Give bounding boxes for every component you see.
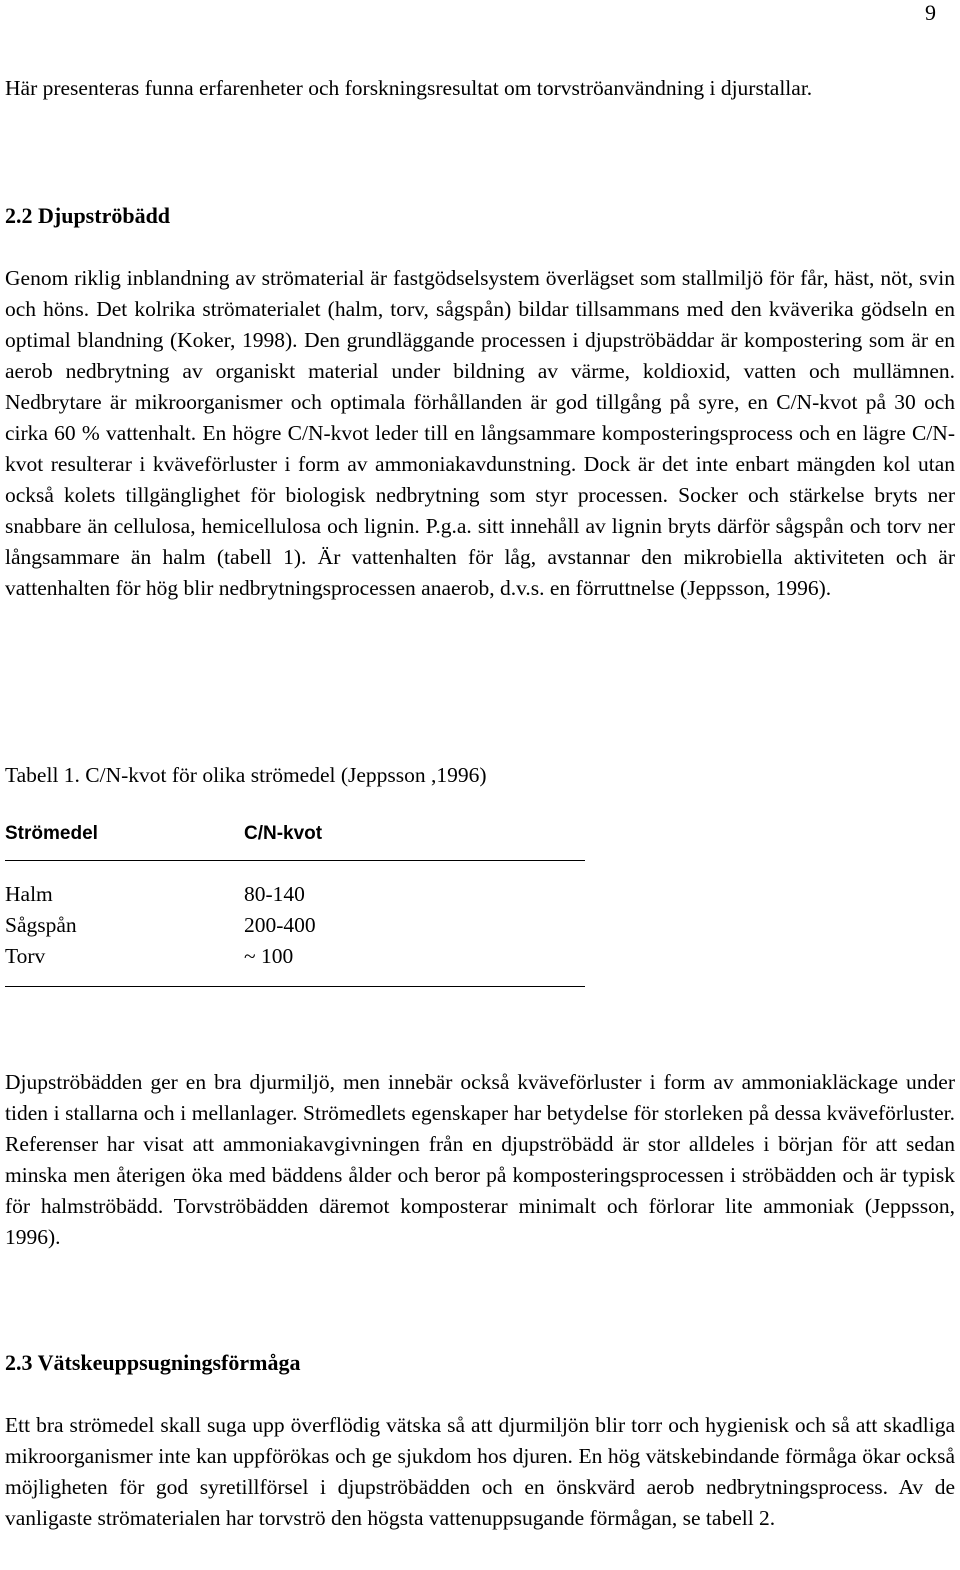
table-cell-ratio: 200-400 [244,913,316,937]
table-1-caption: Tabell 1. C/N-kvot för olika strömedel (Jeppsson ,1996) [5,763,487,787]
table-row [5,941,585,972]
table-cell-material: Torv [5,944,46,968]
table-top-rule [5,860,585,861]
table-cell-material: Sågspån [5,913,77,937]
table-row [5,879,585,910]
table-header-cn-kvot: C/N-kvot [244,823,323,844]
table-cell-ratio: 80-140 [244,882,305,906]
section-2-2-paragraph: Genom riklig inblandning av strömaterial är fastgödselsystem överlägset som stallmiljö för får, häst, nöt, svin och höns. Det kolrika strömaterialet (halm, torv, sågspån) bildar tillsammans med den kväverika gödseln en optimal blandning (Koker, 1998). Den grundläggande processen i djupströbäddar är kompostering som är en aerob nedbrytning av organiskt material under bildning av värme, koldioxid, vatten och mullämnen. Nedbrytare är mikroorganismer och optimala förhållanden är god tillgång på syre, en C/N-kvot på 30 och cirka 60 % vattenhalt. En högre C/N-kvot leder till en långsammare komposteringsprocess och en lägre C/N-kvot resulterar i kväveförluster i form av ammoniakavdunstning. Dock är det inte enbart mängden kol utan också kolets tillgänglighet för biologisk nedbrytning som styr processen. Socker och stärkelse bryts ner snabbare än cellulosa, hemicellulosa och lignin. P.g.a. sitt innehåll av lignin bryts därför sågspån och torv ner långsammare än halm (tabell 1). Är vattenhalten för låg, avstannar den mikrobiella aktiviteten och är vattenhalten för hög blir nedbrytningsprocessen anaerob, d.v.s. en förruttnelse (Jeppsson, 1996). [5,266,955,600]
section-heading-2-2: 2.2 Djupströbädd [5,203,171,228]
section-2-3-paragraph: Ett bra strömedel skall suga upp överflödig vätska så att djurmiljön blir torr och hygienisk och så att skadliga mikroorganismer inte kan uppförökas och ge sjukdom hos djuren. En hög vätskebindande förmåga ökar också möjligheten för god syretillförsel i djupströbädden och en önskvärd aerob nedbrytningsprocess. Av de vanligaste strömaterialen har torvströ den högsta vattenuppsugande förmågan, se tabell 2. [5,1413,955,1530]
table-row [5,910,585,941]
intro-paragraph: Här presenteras funna erfarenheter och forskningsresultat om torvströanvändning i djurstallar. [5,76,813,100]
table-cell-material: Halm [5,882,53,906]
table-bottom-rule [5,986,585,987]
table-header-stromedel: Strömedel [5,823,98,844]
page-number: 9 [925,0,936,25]
section-heading-2-3: 2.3 Vätskeuppsugningsförmåga [5,1350,301,1375]
table-cell-ratio: ~ 100 [244,944,294,968]
paragraph-after-table: Djupströbädden ger en bra djurmiljö, men innebär också kväveförluster i form av ammoniakläckage under tiden i stallarna och i mellanlager. Strömedlets egenskaper har betydelse för storleken på dessa kväveförluster. Referenser har visat att ammoniakavgivningen från en djupströbädd är stor alldeles i början för att sedan minska men återigen öka med bäddens ålder och beror på komposteringsprocessen i ströbädden och är typisk för halmströbädd. Torvströbädden däremot komposterar minimalt och förlorar lite ammoniak (Jeppsson, 1996). [5,1070,955,1249]
